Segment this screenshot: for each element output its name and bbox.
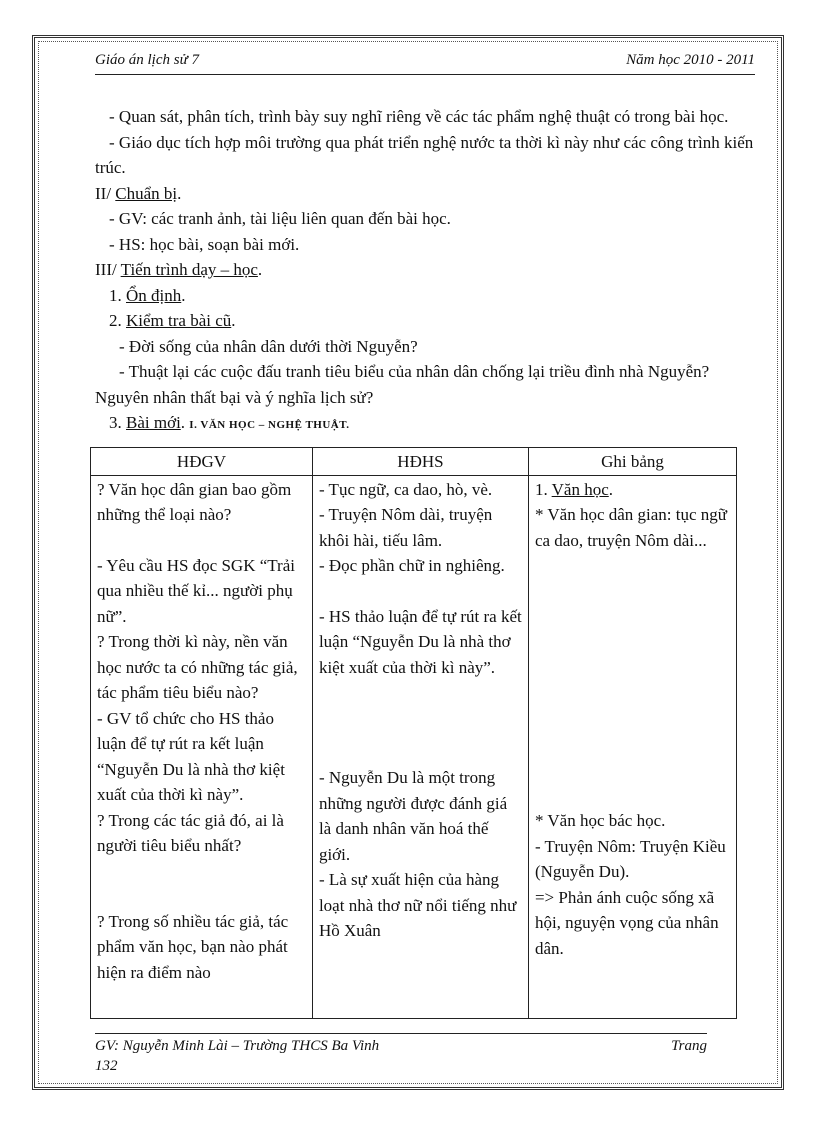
spacer (535, 553, 730, 808)
student-answer: - Nguyễn Du là một trong những người được đánh giá là danh nhân văn hoá thế giới. (318, 768, 508, 864)
page-body (95, 104, 755, 439)
step-title: Ổn định (126, 285, 182, 305)
section-number: II/ (95, 183, 116, 203)
footer-page-number: 132 (95, 1058, 118, 1074)
student-activities-cell (312, 475, 528, 1018)
section-number: III/ (95, 260, 121, 279)
table-header-row (91, 448, 737, 476)
header-subject: Giáo án lịch sử 7 (95, 52, 200, 68)
column-header-student: HĐHS (312, 448, 528, 476)
teacher-instruction: - GV tổ chức cho HS thảo luận để tự rút ra kết luận “Nguyễn Du là nhà thơ kiệt xuất của thời kì này”. (97, 708, 285, 804)
teacher-question: ? Trong số nhiều tác giả, tác phẩm văn học, bạn nào phát hiện ra điểm nào (97, 911, 289, 982)
spacer (97, 528, 306, 553)
prep-student: - HS: học bài, soạn bài mới. (109, 234, 300, 254)
spacer (319, 579, 522, 604)
footer-author: GV: Nguyễn Minh Lài – Trường THCS Ba Vinh (95, 1038, 380, 1054)
board-heading-number: 1. (534, 479, 552, 499)
column-header-board: Ghi bảng (528, 448, 736, 476)
lesson-subtitle: I. VĂN HỌC – NGHỆ THUẬT. (189, 419, 350, 431)
student-answer: - HS thảo luận để tự rút ra kết luận “Nguyễn Du là nhà thơ kiệt xuất của thời kì này”. (318, 606, 522, 677)
spacer (319, 730, 522, 755)
header-school-year: Năm học 2010 - 2011 (626, 52, 755, 68)
review-question-2: - Thuật lại các cuộc đấu tranh tiêu biểu của nhân dân chống lại triều đình nhà Nguyễn? Nguyên nhân thất bại và ý nghĩa lịch sử? (95, 362, 710, 407)
review-question-1: - Đời sống của nhân dân dưới thời Nguyễn? (119, 336, 418, 356)
teacher-question: ? Văn học dân gian bao gồm những thể loại nào? (97, 479, 292, 524)
board-note-reflection: => Phản ánh cuộc sống xã hội, nguyện vọng của nhân dân. (534, 887, 719, 958)
student-answer: - Là sự xuất hiện của hàng loạt nhà thơ nữ nổi tiếng như Hồ Xuân (318, 870, 517, 940)
step-number: 3. (109, 413, 126, 432)
spacer (319, 705, 522, 730)
page-footer (95, 1033, 707, 1074)
step-number: 2. (109, 311, 126, 330)
student-answer: - Truyện Nôm dài, truyện khôi hài, tiếu lâm. (318, 505, 493, 550)
board-note-folk: * Văn học dân gian: tục ngữ ca dao, truyện Nôm dài... (534, 505, 728, 550)
teacher-question: ? Trong các tác giả đó, ai là người tiêu biểu nhất? (97, 810, 284, 855)
step-number: 1. (109, 285, 126, 305)
teacher-instruction: - Yêu cầu HS đọc SGK “Trải qua nhiều thế kỉ... người phụ nữ”. (97, 555, 295, 626)
student-answer: - Đọc phần chữ in nghiêng. (318, 556, 505, 575)
column-header-teacher: HĐGV (91, 448, 313, 476)
section-preparation: II/ Chuẩn bị. (95, 183, 182, 203)
teacher-activities-cell (91, 475, 313, 1018)
page-header (95, 52, 755, 75)
spacer (97, 859, 306, 884)
step-new-lesson: 3. Bài mới. I. VĂN HỌC – NGHỆ THUẬT. (109, 413, 350, 432)
step-review: 2. Kiểm tra bài cũ. (109, 311, 236, 330)
board-note-scholarly: * Văn học bác học. (534, 811, 666, 830)
prep-teacher: - GV: các tranh ảnh, tài liệu liên quan đến bài học. (109, 209, 451, 228)
teacher-question: ? Trong thời kì này, nền văn học nước ta có những tác giả, tác phẩm tiêu biểu nào? (97, 632, 298, 702)
board-heading-title: Văn học (551, 479, 609, 499)
student-answer: - Tục ngữ, ca dao, hò, vè. (318, 479, 493, 499)
board-note-nom: - Truyện Nôm: Truyện Kiều (Nguyễn Du). (534, 836, 726, 881)
board-notes-cell (528, 475, 736, 1018)
spacer (319, 680, 522, 705)
section-title: Tiến trình dạy – học (120, 260, 258, 279)
step-title: Bài mới (126, 413, 181, 432)
board-heading: 1. Văn học. (534, 479, 614, 499)
spacer (319, 755, 522, 765)
objective-skills: - Quan sát, phân tích, trình bày suy nghĩ riêng về các tác phẩm nghệ thuật có trong bài học. (109, 107, 729, 126)
table-row (91, 475, 737, 1018)
footer-page-label: Trang (671, 1038, 707, 1054)
spacer (97, 884, 306, 909)
step-stabilize: 1. Ổn định. (109, 285, 186, 305)
section-title: Chuẩn bị (115, 183, 178, 203)
section-process: III/ Tiến trình dạy – học. (95, 260, 263, 279)
objective-environment: - Giáo dục tích hợp môi trường qua phát triển nghệ nước ta thời kì này như các công trình kiến trúc. (95, 132, 754, 177)
step-title: Kiểm tra bài cũ (126, 311, 232, 330)
lesson-plan-table (90, 447, 737, 1019)
